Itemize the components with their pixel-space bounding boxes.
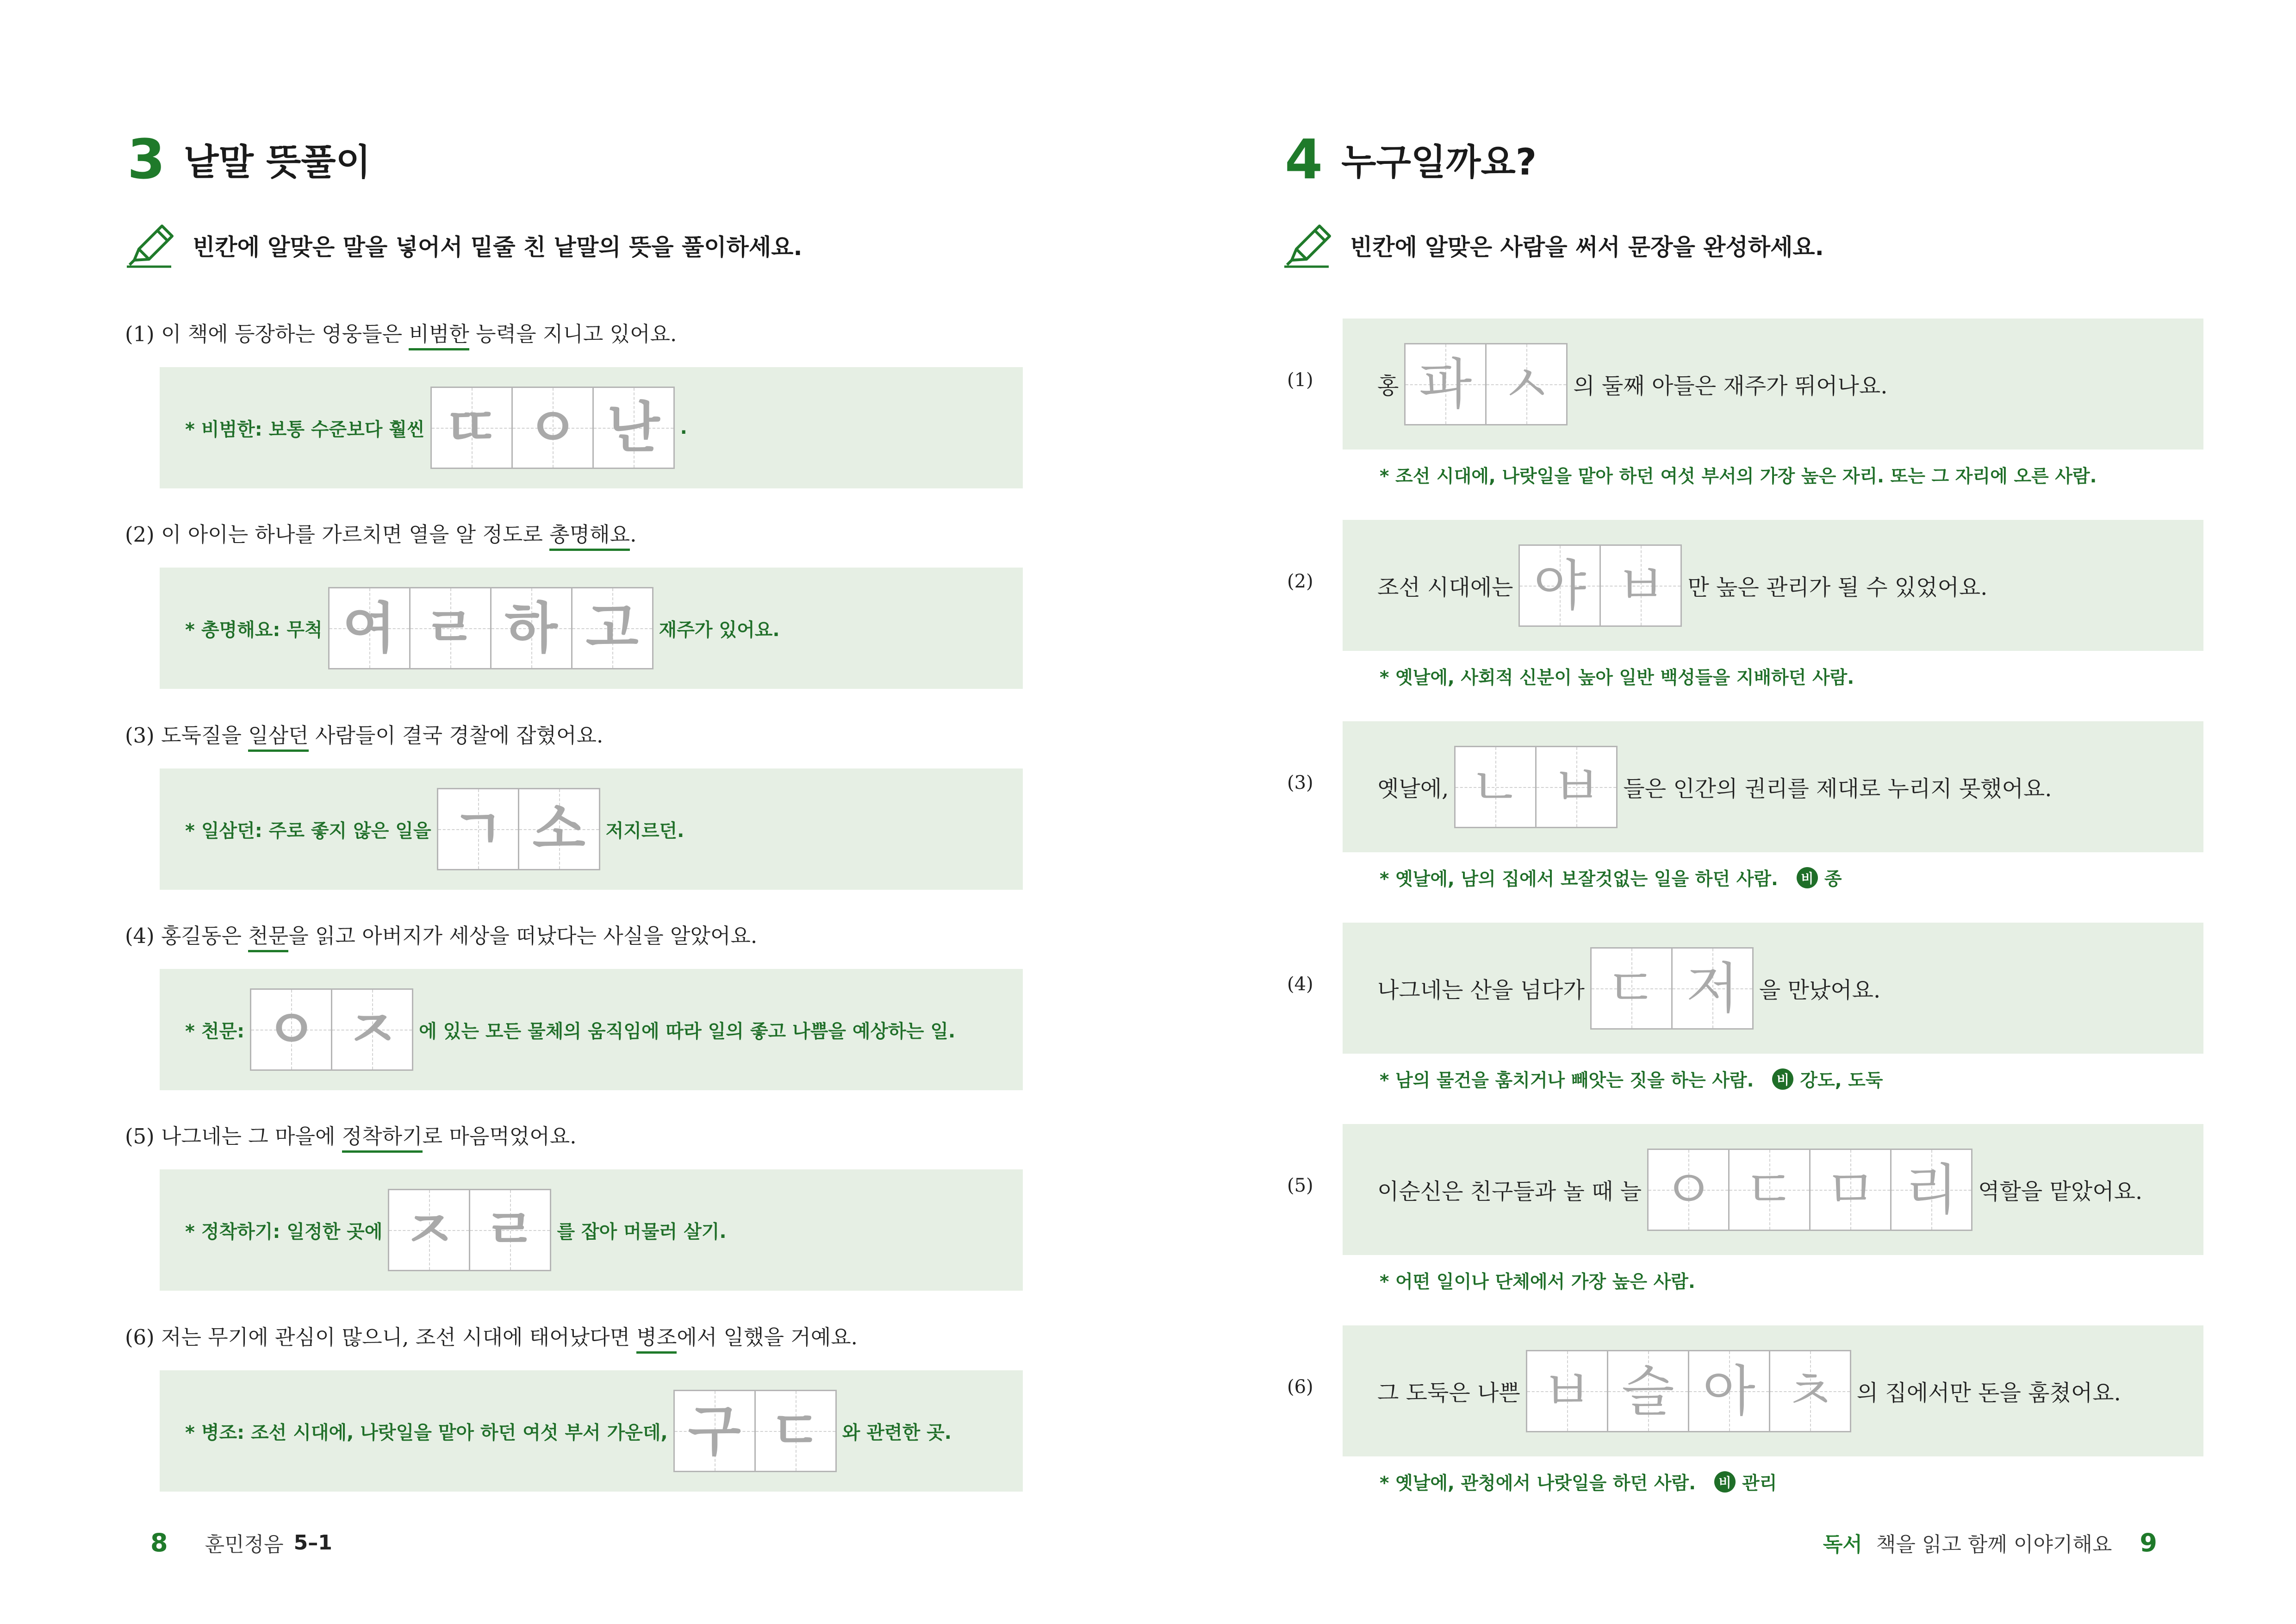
similar-word-badge: 비 [1797, 867, 1818, 888]
sentence-text: 역할을 맡았어요. [1978, 1179, 2143, 1205]
sentence-text: 들은 인간의 권리를 제대로 누리지 못했어요. [1623, 776, 2052, 802]
answer-box[interactable] [1647, 1149, 1730, 1231]
footer-category: 독서 [1823, 1533, 1862, 1556]
question-text: (5) 나그네는 그 마을에 [125, 1124, 342, 1149]
guide-glyph: 소 [532, 797, 585, 861]
guide-glyph: ㅂ [1540, 1359, 1593, 1423]
answer-boxes[interactable] [437, 788, 600, 870]
instruction [125, 222, 802, 269]
question-6 [125, 1320, 858, 1350]
guide-glyph: ㄹ [423, 596, 477, 660]
definition-note [1380, 865, 1842, 891]
answer-box[interactable] [250, 988, 332, 1071]
question-text: 능력을 지니고 있어요. [469, 322, 677, 346]
answer-box[interactable] [571, 587, 653, 669]
answer-boxes[interactable] [388, 1189, 551, 1271]
answer-boxes[interactable] [328, 587, 653, 669]
guide-glyph: ㄴ [1469, 755, 1522, 819]
question-text: 로 마음먹었어요. [422, 1124, 577, 1149]
answer-boxes[interactable] [430, 387, 675, 469]
answer-box[interactable] [1671, 947, 1754, 1030]
note-text: * 남의 물건을 훔치거나 빼앗는 짓을 하는 사람. [1380, 1070, 1754, 1091]
definition-text: * 총명해요: 무척 [185, 619, 323, 641]
question-text: (6) 저는 무기에 관심이 많으니, 조선 시대에 태어났다면 [125, 1325, 637, 1349]
question-5 [125, 1119, 577, 1149]
answer-box[interactable] [430, 387, 513, 469]
guide-glyph: 리 [1905, 1157, 1958, 1222]
answer-box[interactable] [1590, 947, 1673, 1030]
answer-box[interactable] [490, 587, 572, 669]
hint-box-3 [160, 768, 1023, 890]
sentence-text: 의 둘째 아들은 재주가 뛰어나요. [1573, 373, 1888, 399]
question-box-6 [1343, 1325, 2203, 1456]
note-text: * 옛날에, 관청에서 나랏일을 하던 사람. [1380, 1473, 1696, 1494]
definition-text: 와 관련한 곳. [842, 1422, 952, 1443]
hint-box-5 [160, 1169, 1023, 1291]
definition-note [1380, 663, 1854, 689]
answer-box[interactable] [518, 788, 600, 870]
answer-box[interactable] [1688, 1350, 1770, 1432]
definition-note [1380, 1469, 1777, 1495]
answer-box[interactable] [437, 788, 519, 870]
answer-box[interactable] [754, 1390, 837, 1472]
guide-glyph: ㅇ [1662, 1157, 1715, 1222]
answer-box[interactable] [1535, 746, 1618, 828]
question-box-1 [1343, 319, 2203, 450]
answer-box[interactable] [1526, 1350, 1608, 1432]
sentence-text: 의 집에서만 돈을 훔쳤어요. [1856, 1380, 2121, 1406]
answer-boxes[interactable] [673, 1390, 837, 1472]
question-text: (3) 도둑질을 [125, 723, 249, 748]
similar-word-badge: 비 [1714, 1471, 1736, 1493]
page-footer [1823, 1528, 2157, 1557]
answer-box[interactable] [673, 1390, 756, 1472]
item-number: (3) [1287, 772, 1313, 793]
definition-text: 저지르던. [605, 820, 684, 842]
answer-box[interactable] [1599, 544, 1682, 627]
guide-glyph: ㄸ [445, 395, 498, 460]
answer-box[interactable] [1485, 343, 1568, 425]
guide-glyph: 하 [504, 596, 558, 660]
guide-glyph: ㅈ [403, 1198, 456, 1262]
answer-box[interactable] [1809, 1149, 1892, 1231]
section-number: 4 [1285, 127, 1323, 191]
question-box-2 [1343, 520, 2203, 651]
page-footer [150, 1528, 332, 1557]
guide-glyph: ㄷ [769, 1399, 822, 1463]
section-number: 3 [127, 127, 166, 191]
answer-box[interactable] [1404, 343, 1487, 425]
answer-boxes[interactable] [1590, 947, 1754, 1030]
answer-boxes[interactable] [250, 988, 413, 1071]
answer-box[interactable] [1518, 544, 1601, 627]
question-1 [125, 317, 677, 347]
answer-box[interactable] [328, 587, 411, 669]
answer-box[interactable] [1454, 746, 1537, 828]
page-number: 9 [2140, 1528, 2157, 1557]
underlined-word: 천문 [248, 924, 288, 952]
guide-glyph: ㄷ [1743, 1157, 1796, 1222]
guide-glyph: ㅂ [1614, 553, 1668, 618]
sentence-text: 그 도둑은 나쁜 [1377, 1380, 1520, 1406]
guide-glyph: 슬 [1621, 1359, 1674, 1423]
sentence-text: 을 만났어요. [1759, 977, 1881, 1003]
answer-box[interactable] [1769, 1350, 1851, 1432]
item-number: (5) [1287, 1175, 1313, 1196]
hint-box-4 [160, 969, 1023, 1090]
guide-glyph: ㄹ [484, 1198, 537, 1262]
item-number: (1) [1287, 369, 1313, 391]
hint-box-1 [160, 367, 1023, 488]
guide-glyph: ㅂ [1550, 755, 1603, 819]
note-text: * 조선 시대에, 나랏일을 맡아 하던 여섯 부서의 가장 높은 자리. 또는 그 자리에 오른 사람. [1380, 466, 2097, 487]
section-title [127, 127, 371, 191]
question-text: (2) 이 아이는 하나를 가르치면 열을 알 정도로 [125, 522, 550, 547]
hint-box-6 [160, 1370, 1023, 1492]
item-number: (6) [1287, 1376, 1313, 1398]
definition-text: 에 있는 모든 물체의 움직임에 따라 일의 좋고 나쁨을 예상하는 일. [419, 1020, 956, 1042]
question-box-5 [1343, 1124, 2203, 1255]
underlined-word: 정착하기 [342, 1124, 423, 1153]
instruction-text: 빈칸에 알맞은 사람을 써서 문장을 완성하세요. [1350, 234, 1824, 261]
guide-glyph: ㄷ [1605, 956, 1658, 1020]
book-title: 훈민정음 [205, 1533, 284, 1556]
section-title [1285, 127, 1537, 191]
answer-boxes[interactable] [1454, 746, 1618, 828]
instruction-text: 빈칸에 알맞은 말을 넣어서 밑줄 친 낱말의 뜻을 풀이하세요. [193, 234, 803, 261]
answer-box[interactable] [388, 1189, 470, 1271]
pencil-icon [125, 222, 176, 269]
similar-word-text: 종 [1824, 869, 1842, 890]
answer-box[interactable] [511, 387, 594, 469]
note-text: * 옛날에, 남의 집에서 보잘것없는 일을 하던 사람. [1380, 869, 1778, 890]
sentence-text: 나그네는 산을 넘다가 [1377, 977, 1585, 1003]
definition-note [1380, 462, 2097, 488]
guide-glyph: 야 [1533, 553, 1587, 618]
underlined-word: 총명해요 [549, 522, 630, 551]
guide-glyph: ㅇ [265, 997, 318, 1062]
definition-text: * 병조: 조선 시대에, 나랏일을 맡아 하던 여섯 부서 가운데, [185, 1422, 668, 1443]
answer-box[interactable] [1607, 1350, 1689, 1432]
page-number: 8 [150, 1528, 168, 1557]
similar-word-text: 관리 [1742, 1473, 1777, 1494]
sentence-text: 홍 [1377, 373, 1399, 399]
answer-box[interactable] [409, 587, 492, 669]
answer-boxes[interactable] [1518, 544, 1682, 627]
definition-text: * 천문: [185, 1020, 245, 1042]
definition-text: . [680, 417, 687, 438]
guide-glyph: 여 [342, 596, 396, 660]
sentence-text: 조선 시대에는 [1377, 575, 1513, 600]
note-text: * 어떤 일이나 단체에서 가장 높은 사람. [1380, 1272, 1695, 1293]
guide-glyph: ㅈ [346, 997, 399, 1062]
book-level: 5–1 [293, 1530, 332, 1555]
guide-glyph: 저 [1686, 956, 1739, 1020]
guide-glyph: 구 [688, 1399, 741, 1463]
answer-boxes[interactable] [1404, 343, 1568, 425]
guide-glyph: ㅊ [1783, 1359, 1836, 1423]
question-text: 에서 일했을 거예요. [677, 1325, 858, 1349]
pencil-icon [1282, 222, 1333, 269]
guide-glyph: ㅅ [1500, 352, 1553, 416]
definition-text: * 일삼던: 주로 좋지 않은 일을 [185, 820, 431, 842]
sentence-text: 만 높은 관리가 될 수 있었어요. [1687, 575, 1988, 600]
question-text: . [630, 522, 637, 547]
guide-glyph: ㅇ [526, 395, 579, 460]
guide-glyph: ㅁ [1824, 1157, 1877, 1222]
underlined-word: 일삼던 [248, 723, 308, 752]
underlined-word: 병조 [636, 1325, 677, 1354]
definition-text: 재주가 있어요. [659, 619, 780, 641]
section-heading: 누구일까요? [1341, 142, 1537, 183]
answer-box[interactable] [331, 988, 413, 1071]
question-text: 을 읽고 아버지가 세상을 떠났다는 사실을 알았어요. [288, 924, 758, 948]
question-2 [125, 518, 636, 548]
definition-note [1380, 1268, 1695, 1293]
answer-box[interactable] [469, 1189, 551, 1271]
question-text: (1) 이 책에 등장하는 영웅들은 [125, 322, 409, 346]
answer-box[interactable] [592, 387, 675, 469]
question-box-3 [1343, 721, 2203, 852]
item-number: (2) [1287, 571, 1313, 592]
answer-boxes[interactable] [1647, 1149, 1972, 1231]
sentence-text: 이순신은 친구들과 놀 때 늘 [1377, 1179, 1642, 1205]
guide-glyph: 파 [1419, 352, 1472, 416]
sentence-text: 옛날에, [1377, 776, 1449, 802]
definition-text: 를 잡아 머물러 살기. [557, 1221, 727, 1243]
definition-text: * 비범한: 보통 수준보다 훨씬 [185, 418, 425, 440]
underlined-word: 비범한 [409, 322, 469, 350]
right-page [1148, 0, 2296, 1624]
similar-word-text: 강도, 도둑 [1800, 1070, 1883, 1091]
definition-note [1380, 1066, 1883, 1092]
answer-boxes[interactable] [1526, 1350, 1851, 1432]
section-heading: 낱말 뜻풀이 [184, 142, 371, 183]
question-text: (4) 홍길동은 [125, 924, 249, 948]
hint-box-2 [160, 568, 1023, 689]
answer-box[interactable] [1890, 1149, 1972, 1231]
item-number: (4) [1287, 974, 1313, 995]
question-box-4 [1343, 923, 2203, 1054]
question-4 [125, 919, 757, 949]
similar-word-badge: 비 [1772, 1068, 1793, 1090]
definition-text: * 정착하기: 일정한 곳에 [185, 1221, 383, 1243]
question-text: 사람들이 결국 경찰에 잡혔어요. [308, 723, 604, 748]
guide-glyph: 아 [1702, 1359, 1755, 1423]
instruction [1282, 222, 1824, 269]
guide-glyph: 난 [607, 395, 660, 460]
answer-box[interactable] [1728, 1149, 1811, 1231]
footer-text: 책을 읽고 함께 이야기해요 [1876, 1533, 2112, 1556]
question-3 [125, 718, 603, 749]
guide-glyph: ㄱ [451, 797, 504, 861]
guide-glyph: 고 [585, 596, 639, 660]
note-text: * 옛날에, 사회적 신분이 높아 일반 백성들을 지배하던 사람. [1380, 668, 1854, 688]
